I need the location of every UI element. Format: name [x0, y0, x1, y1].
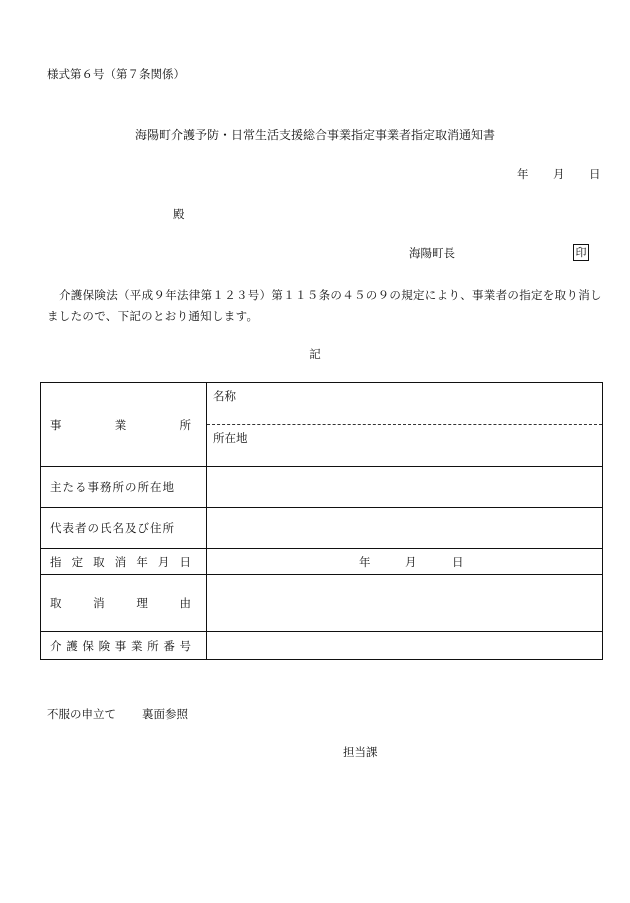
document-title: 海陽町介護予防・日常生活支援総合事業指定事業者指定取消通知書 [134, 128, 495, 142]
seal-mark: 印 [573, 244, 589, 261]
reason-field[interactable] [207, 575, 603, 632]
office-label-char: 所 [179, 417, 192, 432]
office-name-field[interactable] [207, 383, 602, 425]
main-office-label [41, 467, 207, 508]
insurance-number-label [41, 632, 207, 660]
revocation-month: 月 [405, 555, 417, 569]
ki-heading: 記 [309, 347, 321, 361]
issue-date-month: 月 [553, 167, 565, 181]
insurance-number-char: 所 [147, 638, 160, 653]
revocation-date-char: 年 [136, 554, 149, 569]
insurance-number-field[interactable] [207, 632, 603, 660]
revocation-date-char: 指 [50, 554, 63, 569]
office-name-label: 名称 [213, 389, 236, 403]
insurance-number-char: 険 [98, 638, 112, 653]
revocation-date-label [41, 549, 207, 575]
revocation-year: 年 [359, 555, 371, 569]
main-office-label-text: 主たる事務所の所在地 [50, 480, 175, 494]
insurance-number-char: 保 [82, 638, 95, 653]
issue-date-day: 日 [589, 167, 601, 181]
representative-label-text: 代表者の氏名及び住所 [50, 521, 175, 535]
reason-label-char: 消 [93, 596, 106, 610]
reason-label-char: 取 [50, 596, 63, 610]
representative-field[interactable] [207, 508, 603, 549]
revocation-date-char: 月 [157, 554, 171, 569]
main-office-field[interactable] [207, 467, 603, 508]
appeal-note [47, 706, 188, 722]
insurance-number-char: 事 [114, 638, 128, 653]
revocation-date-char: 定 [71, 554, 85, 569]
insurance-number-char: 番 [163, 638, 176, 653]
reason-label-char: 理 [136, 596, 149, 610]
office-location-field[interactable] [207, 425, 602, 466]
details-table [40, 382, 603, 660]
office-fields [207, 383, 603, 467]
insurance-number-char: 号 [179, 638, 192, 653]
office-label-char: 業 [114, 417, 128, 432]
addressee-suffix: 殿 [173, 207, 185, 221]
notice-text: 介護保険法（平成９年法律第１２３号）第１１５条の４５の９の規定により、事業者の指定を取り消しましたので、下記のとおり通知します。 [47, 288, 602, 323]
insurance-number-char: 業 [130, 638, 144, 653]
insurance-number-char: 護 [66, 638, 79, 653]
office-label-char: 事 [50, 417, 63, 432]
revocation-date-char: 消 [114, 554, 128, 569]
revocation-date-field[interactable] [207, 549, 603, 575]
form-number: 様式第６号（第７条関係） [47, 67, 185, 81]
office-location-label: 所在地 [213, 431, 248, 445]
revocation-day: 日 [452, 555, 464, 569]
insurance-number-char: 介 [50, 638, 63, 653]
revocation-date-char: 取 [93, 554, 106, 569]
appeal-reference: 裏面参照 [142, 707, 188, 721]
reason-label [41, 575, 207, 632]
office-label [41, 383, 207, 467]
representative-label [41, 508, 207, 549]
issue-date-year: 年 [517, 167, 529, 181]
reason-label-char: 由 [179, 596, 192, 610]
appeal-label: 不服の申立て [47, 707, 116, 721]
revocation-date-char: 日 [179, 554, 192, 569]
department-in-charge: 担当課 [343, 745, 378, 759]
mayor-name: 海陽町長 [409, 246, 455, 260]
